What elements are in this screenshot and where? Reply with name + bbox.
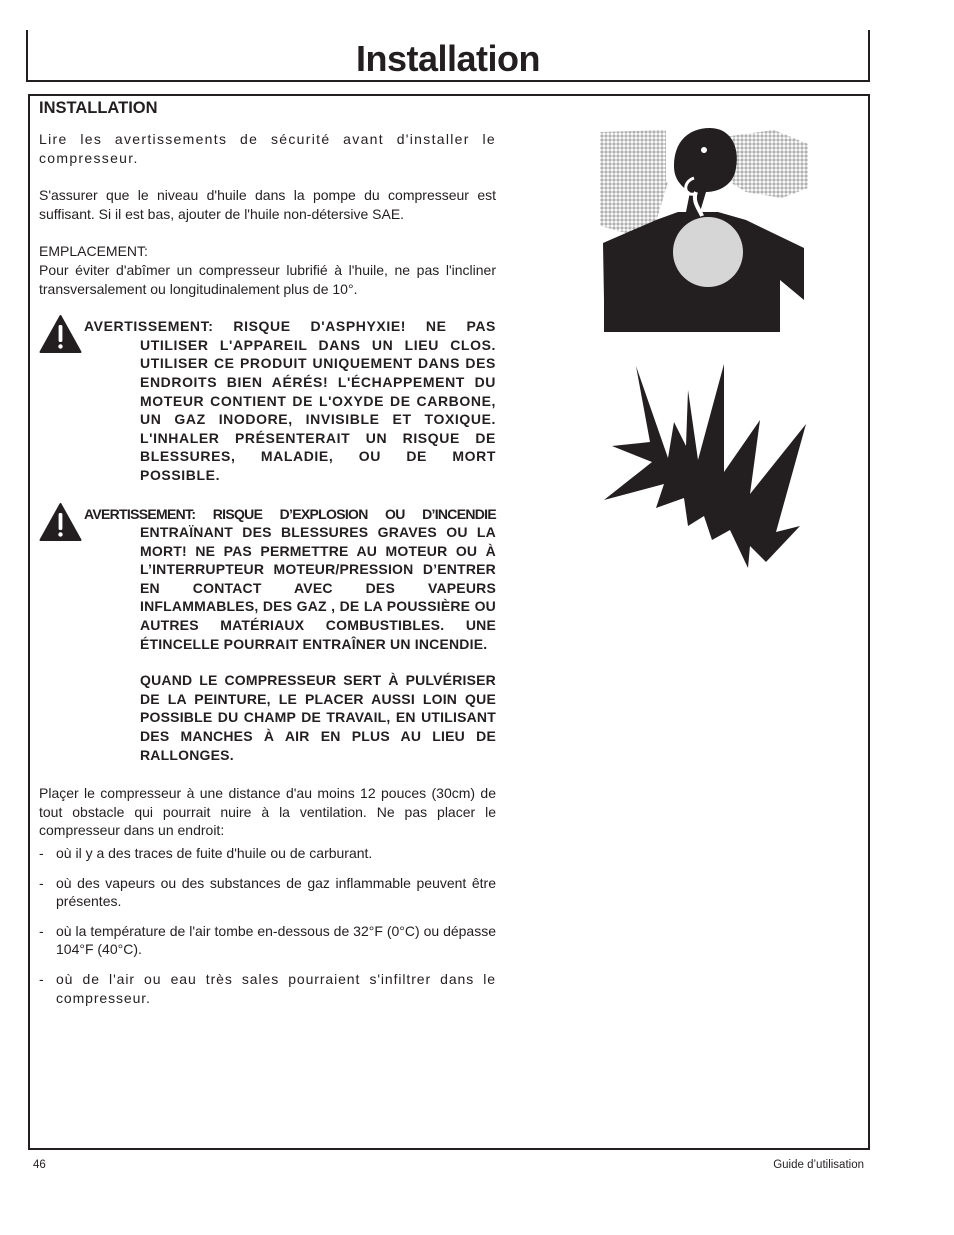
warning-triangle-icon xyxy=(39,314,82,354)
explosion-warning xyxy=(39,505,496,765)
location-paragraph xyxy=(39,242,496,298)
list-item: - où des vapeurs ou des substances de gaz inflammable peuvent être présentes. xyxy=(39,874,496,910)
location-label: EMPLACEMENT: xyxy=(39,243,148,260)
asphyxia-warning-body: UTILISER L'APPAREIL DANS UN LIEU CLOS. UTILISER CE PRODUIT UNIQUEMENT DANS DES ENDROITS BIEN AÉRÉS! L'ÉCHAPPEMENT DU MOTEUR CONTIENT DE L'OXYDE DE CARBONE, UN GAZ INODORE, INVISIBLE ET TOXIQUE. L'INHALER PRÉSENTERAIT UN RISQUE DE BLESSURES, MALADIE, OU DE MORT POSSIBLE. xyxy=(140,336,496,483)
placement-paragraph: Plaçer le compresseur à une distance d'au moins 12 pouces (30cm) de tout obstacle qui pourrait nuire à la ventilation. Ne pas placer le compresseur dans un endroit: xyxy=(39,785,496,839)
page-title: Installation xyxy=(355,38,541,79)
asphyxia-warning-lead: AVERTISSEMENT: RISQUE D'ASPHYXIE! NE PAS xyxy=(84,318,496,335)
warning-triangle-icon xyxy=(39,502,82,542)
location-text: Pour éviter d'abîmer un compresseur lubrifié à l'huile, ne pas l'incliner transversalement ou longitudinalement plus de 10°. xyxy=(39,261,496,297)
asphyxia-warning-text xyxy=(84,317,496,484)
list-item: - où la température de l'air tombe en-dessous de 32°F (0°C) ou dépasse 104°F (40°C). xyxy=(39,922,496,958)
section-heading: INSTALLATION xyxy=(39,99,158,117)
paint-spray-warning: QUAND LE COMPRESSEUR SERT À PULVÉRISER DE LA PEINTURE, LE PLACER AUSSI LOIN QUE POSSIBLE DU CHAMP DE TRAVAIL, EN UTILISANT DES MANCHES À AIR EN PLUS AU LIEU DE RALLONGES. xyxy=(140,672,496,763)
list-item: - où de l'air ou eau très sales pourraient s'infiltrer dans le compresseur. xyxy=(39,970,496,1006)
explosion-warning-text xyxy=(84,505,496,654)
title-bar xyxy=(26,30,870,82)
page-number: 46 xyxy=(33,1159,46,1171)
asphyxiation-hazard-icon xyxy=(596,126,810,336)
explosion-hazard-icon xyxy=(600,362,808,570)
placement-list xyxy=(39,844,496,1007)
oil-paragraph: S'assurer que le niveau d'huile dans la pompe du compresseur est suffisant. Si il est bas, ajouter de l'huile non-détersive SAE. xyxy=(39,187,496,222)
explosion-warning-lead: AVERTISSEMENT: RISQUE D’EXPLOSION OU D’INCENDIE xyxy=(84,505,496,522)
asphyxia-warning xyxy=(39,317,496,484)
text-column xyxy=(39,98,496,1018)
intro-paragraph: Lire les avertissements de sécurité avant d'installer le compresseur. xyxy=(39,131,496,166)
document-name: Guide d’utilisation xyxy=(773,1159,864,1171)
list-item: - où il y a des traces de fuite d'huile ou de carburant. xyxy=(39,845,373,861)
explosion-warning-body: ENTRAÏNANT DES BLESSURES GRAVES OU LA MORT! NE PAS PERMETTRE AU MOTEUR OU À L’INTERRUPTEUR MOTEUR/PRESSION D’ENTRER EN CONTACT AVEC DES VAPEURS INFLAMMABLES, DES GAZ , DE LA POUSSIÈRE OU AUTRES MATÉRIAUX COMBUSTIBLES. UNE ÉTINCELLE POURRAIT ENTRAÎNER UN INCENDIE. xyxy=(140,524,496,652)
